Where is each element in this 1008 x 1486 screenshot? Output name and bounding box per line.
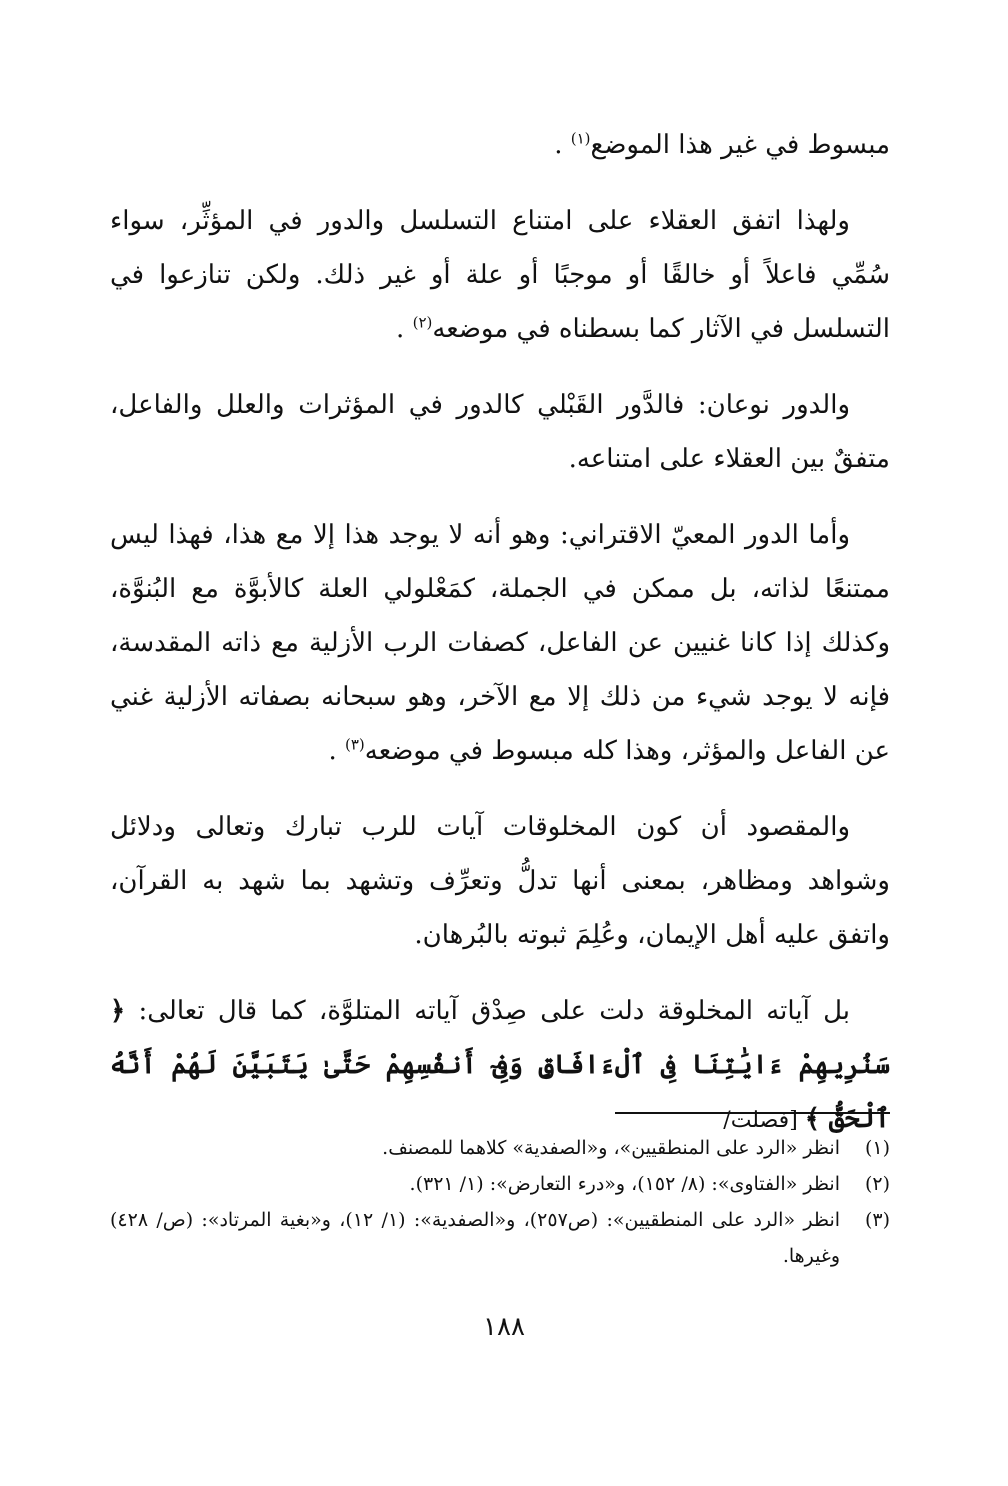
paragraph-1 bbox=[110, 118, 890, 172]
page-number: ١٨٨ bbox=[483, 1312, 525, 1342]
footnote-2 bbox=[110, 1166, 890, 1202]
paragraph-5 bbox=[110, 800, 890, 962]
footnote-ref-2: (٢) bbox=[412, 313, 433, 332]
footnote-number: (٢) bbox=[864, 1173, 890, 1195]
footnote-number: (١) bbox=[864, 1137, 890, 1159]
footnotes bbox=[110, 1130, 890, 1274]
quran-verse: ﴿ سَنُرِيهِمْ ءَايَٰتِنَا فِى ٱلْءَافَاقِ وَفِىٓ أَنفُسِهِمْ حَتَّىٰ يَتَبَيَّنَ لَهُمْ أَنَّهُ ٱلْحَقُّ ﴾ bbox=[110, 996, 890, 1134]
paragraph-1-tail: . bbox=[554, 130, 571, 160]
paragraph-2-tail: . bbox=[396, 314, 413, 344]
paragraph-4 bbox=[110, 508, 890, 778]
paragraph-3-text: والدور نوعان: فالدَّور القَبْلي كالدور في المؤثرات والعلل والفاعل، متفقٌ بين العقلاء على امتناعه. bbox=[110, 390, 890, 474]
footnote-number: (٣) bbox=[864, 1209, 890, 1231]
main-text bbox=[110, 118, 890, 1170]
footnote-ref-1: (١) bbox=[570, 129, 591, 148]
paragraph-5-text: والمقصود أن كون المخلوقات آيات للرب تبارك وتعالى ودلائل وشواهد ومظاهر، بمعنى أنها تدلُّ وتعرِّف وتشهد بما شهد به القرآن، واتفق عليه أهل الإيمان، وعُلِمَ ثبوته بالبُرهان. bbox=[110, 812, 890, 950]
footnote-1 bbox=[110, 1130, 890, 1166]
footnote-text: انظر «الرد على المنطقيين»، و«الصفدية» كلاهما للمصنف. bbox=[382, 1137, 840, 1159]
paragraph-4-tail: . bbox=[328, 736, 345, 766]
footnote-ref-3: (٣) bbox=[344, 735, 365, 754]
paragraph-1-text: مبسوط في غير هذا الموضع bbox=[590, 130, 890, 160]
footnote-3 bbox=[110, 1202, 890, 1274]
surah-reference: [فصلت/ bbox=[723, 1108, 805, 1133]
paragraph-2-text: ولهذا اتفق العقلاء على امتناع التسلسل والدور في المؤثِّر، سواء سُمِّي فاعلاً أو خالقًا أو موجبًا أو علة أو غير ذلك. ولكن تنازعوا في التسلسل في الآثار كما بسطناه في موضعه bbox=[110, 206, 890, 344]
paragraph-4-text: وأما الدور المعيّ الاقتراني: وهو أنه لا يوجد هذا إلا مع هذا، فهذا ليس ممتنعًا لذاته، بل ممكن في الجملة، كمَعْلولي العلة كالأبوَّة مع البُنوَّة، وكذلك إذا كانا غنيين عن الفاعل، كصفات الرب الأزلية مع ذاته المقدسة، فإنه لا يوجد شيء من ذلك إلا مع الآخر، وهو سبحانه بصفاته الأزلية غني عن الفاعل والمؤثر، وهذا كله مبسوط في موضعه bbox=[110, 520, 890, 766]
paragraph-6-text: بل آياته المخلوقة دلت على صِدْق آياته المتلوَّة، كما قال تعالى: bbox=[125, 996, 850, 1026]
footnote-separator bbox=[615, 1112, 890, 1114]
footnote-text: انظر «الرد على المنطقيين»: (ص٢٥٧)، و«الصفدية»: (١/ ١٢)، و«بغية المرتاد»: (ص/ ٤٢٨) وغيرها. bbox=[110, 1209, 841, 1267]
paragraph-6 bbox=[110, 984, 890, 1148]
footnote-text: انظر «الفتاوى»: (٨/ ١٥٢)، و«درء التعارض»: (١/ ٣٢١). bbox=[409, 1173, 840, 1195]
paragraph-2 bbox=[110, 194, 890, 356]
paragraph-3 bbox=[110, 378, 890, 486]
